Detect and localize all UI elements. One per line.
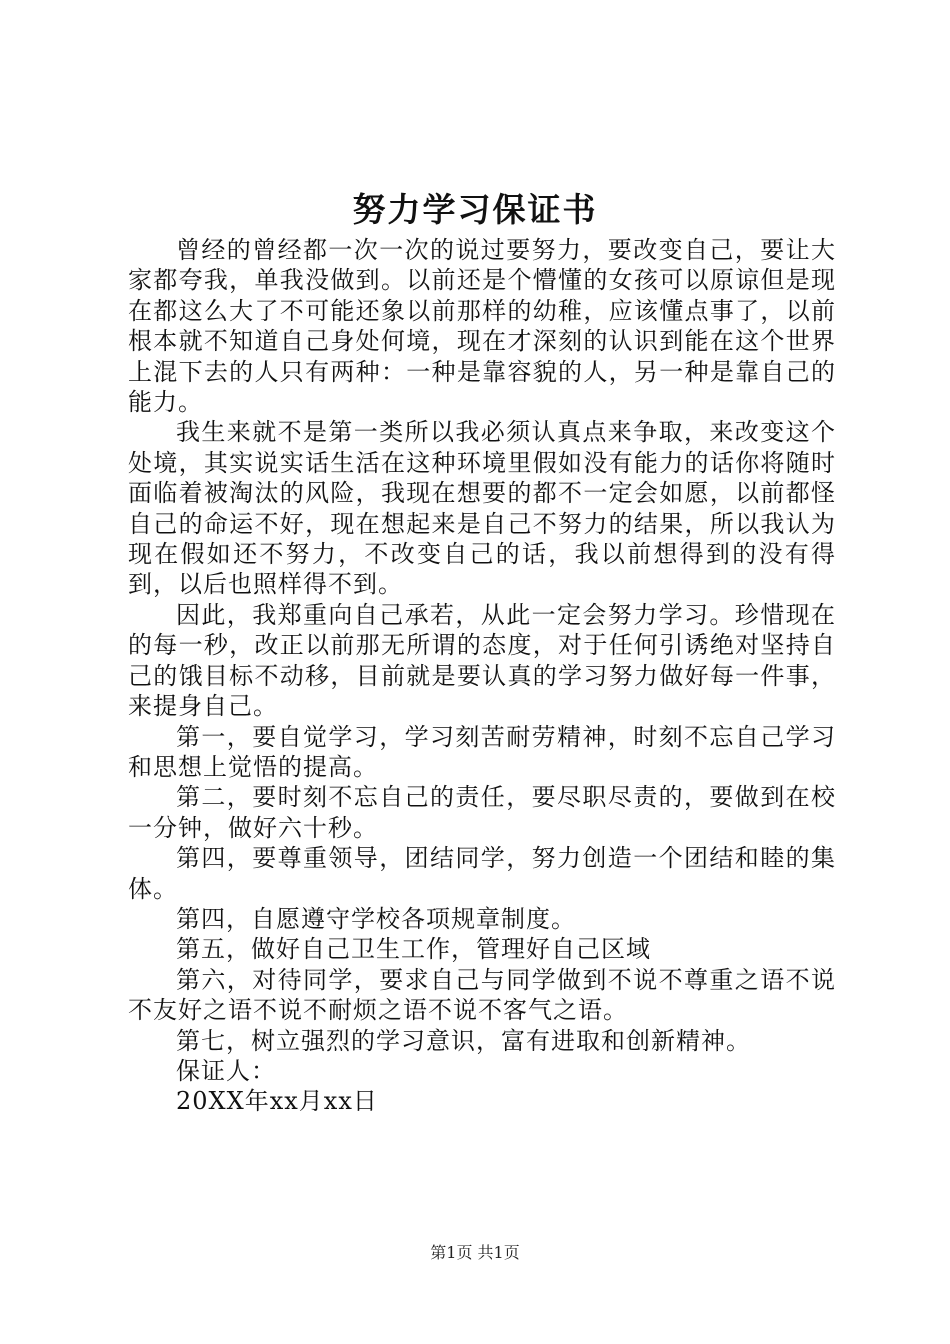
document-body bbox=[128, 235, 836, 1117]
paragraph: 第六，对待同学，要求自己与同学做到不说不尊重之语不说不友好之语不说不耐烦之语不说不客气之语。 bbox=[128, 965, 836, 1025]
signature-label: 保证人： bbox=[176, 1056, 276, 1085]
paragraph: 因此，我郑重向自己承若，从此一定会努力学习。珍惜现在的每一秒，改正以前那无所谓的态度，对于任何引诱绝对坚持自己的饿目标不动移，目前就是要认真的学习努力做好每一件事，来提身自己。 bbox=[128, 600, 836, 721]
page-title: 努力学习保证书 bbox=[352, 190, 598, 229]
paragraph: 第一，要自觉学习，学习刻苦耐劳精神，时刻不忘自己学习和思想上觉悟的提高。 bbox=[128, 722, 836, 781]
paragraph: 第四，要尊重领导，团结同学，努力创造一个团结和睦的集体。 bbox=[128, 844, 836, 903]
page-number: 第1页 共1页 bbox=[430, 1243, 520, 1262]
paragraph: 第七，树立强烈的学习意识，富有进取和创新精神。 bbox=[176, 1026, 751, 1055]
paragraph: 第二，要时刻不忘自己的责任，要尽职尽责的，要做到在校一分钟，做好六十秒。 bbox=[128, 783, 836, 842]
date-line: 20XX年xx月xx日 bbox=[176, 1087, 378, 1116]
paragraph: 曾经的曾经都一次一次的说过要努力，要改变自己，要让大家都夸我，单我没做到。以前还是个懵懂的女孩可以原谅但是现在都这么大了不可能还象以前那样的幼稚，应该懂点事了，以前根本就不知道自己身处何境，现在才深刻的认识到能在这个世界上混下去的人只有两种：一种是靠容貌的人，另一种是靠自己的能力。 bbox=[128, 236, 836, 417]
paragraph: 我生来就不是第一类所以我必须认真点来争取，来改变这个处境，其实说实话生活在这种环境里假如没有能力的话你将随时面临着被淘汰的风险，我现在想要的都不一定会如愿，以前都怪自己的命运不好，现在想起来是自己不努力的结果，所以我认为现在假如还不努力，不改变自己的话，我以前想得到的没有得到，以后也照样得不到。 bbox=[128, 418, 836, 599]
paragraph: 第五，做好自己卫生工作，管理好自己区域 bbox=[176, 935, 651, 964]
paragraph: 第四，自愿遵守学校各项规章制度。 bbox=[176, 904, 576, 933]
